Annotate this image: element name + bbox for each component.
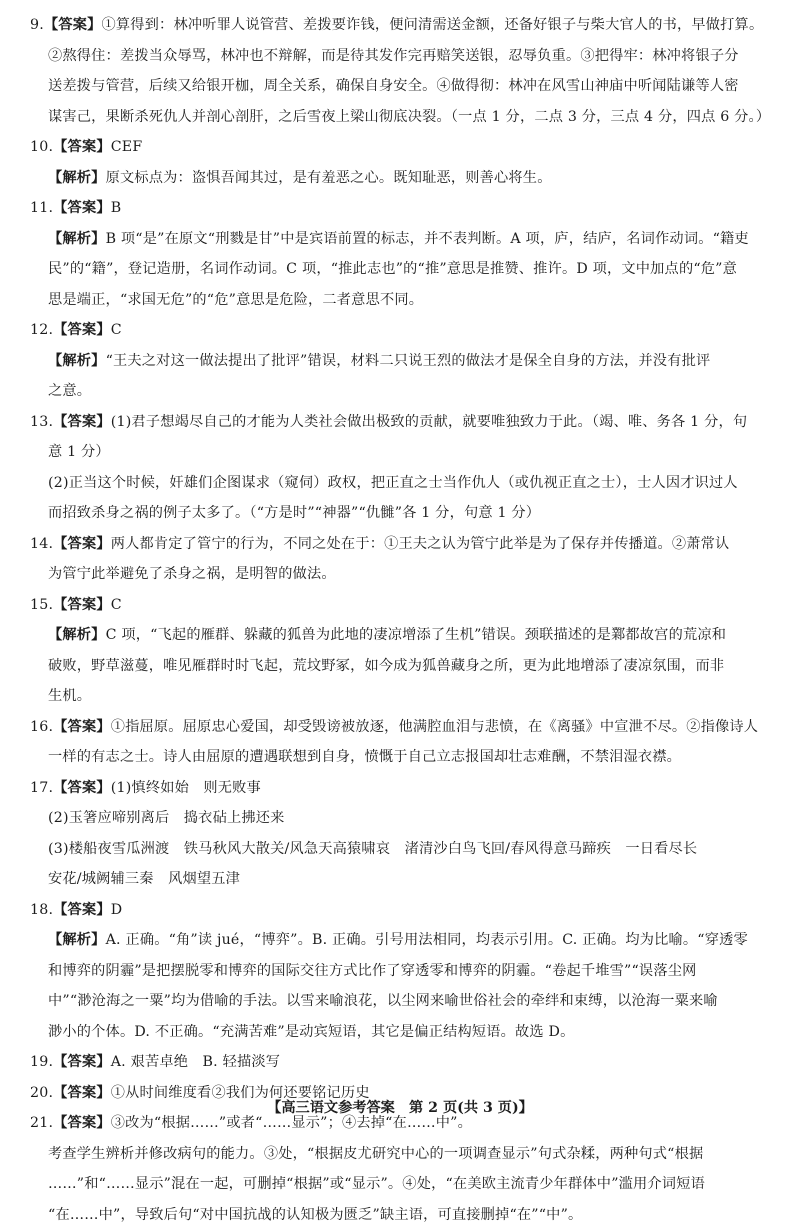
sub-answer-line: (3)楼船夜雪瓜洲渡 铁马秋风大散关/风急天高猿啸哀 渚清沙白鸟飞回/春风得意马蹄疾 一日看尽长 (30, 834, 770, 865)
answer-label: 【答案】 (53, 536, 111, 552)
answer-text: B (111, 200, 122, 216)
answer-line (30, 529, 770, 560)
answer-continuation: ②熬得住：差拨当众辱骂，林冲也不辩解，而是待其发作完再赔笑送银，忍辱负重。③把得牢：林冲将银子分 (30, 41, 770, 72)
analysis-text: “王夫之对这一做法提出了批评”错误，材料二只说王烈的做法才是保全自身的方法，并没有批评 (106, 353, 711, 369)
answer-continuation: 为管宁此举避免了杀身之祸，是明智的做法。 (30, 559, 770, 590)
question-number: 18. (30, 902, 53, 918)
answer-item (30, 1108, 770, 1230)
answer-line (30, 315, 770, 346)
answer-text: A. 艰苦卓绝 B. 轻描淡写 (111, 1054, 280, 1070)
sub-answer-line: 而招致杀身之祸的例子太多了。（“方是时”“神器”“仇雠”各 1 分，句意 1 分） (30, 498, 770, 529)
analysis-label: 【解析】 (48, 170, 106, 186)
answer-text: D (111, 902, 123, 918)
answer-label: 【答案】 (53, 1085, 111, 1101)
analysis-continuation: 民”的“籍”，登记造册，名词作动词。C 项，“推此志也”的“推”意思是推赞、推许。D 项，文中加点的“危”意 (30, 254, 770, 285)
analysis-text: 原文标点为：盗惧吾闻其过，是有羞恶之心。既知耻恶，则善心将生。 (106, 170, 552, 186)
analysis-line (30, 925, 770, 956)
answer-continuation: 意 1 分） (30, 437, 770, 468)
question-number: 19. (30, 1054, 53, 1070)
sub-answer-line: 安花/城阙辅三秦 风烟望五津 (30, 864, 770, 895)
analysis-label: 【解析】 (48, 627, 106, 643)
sub-answer-line: “在……中”，导致后句“对中国抗战的认知极为匮乏”缺主语，可直接删掉“在”“中”。 (30, 1200, 770, 1230)
answer-text: ①指屈原。屈原忠心爱国，却受毁谤被放逐，他满腔血泪与悲愤，在《离骚》中宣泄不尽。②指像诗人 (111, 719, 758, 735)
answer-label: 【答案】 (53, 414, 111, 430)
answer-line (30, 895, 770, 926)
analysis-line (30, 163, 770, 194)
answer-label: 【答案】 (53, 780, 111, 796)
analysis-line (30, 346, 770, 377)
analysis-label: 【解析】 (48, 353, 106, 369)
answer-label: 【答案】 (53, 1115, 111, 1131)
question-number: 15. (30, 597, 53, 613)
answer-label: 【答案】 (44, 17, 102, 33)
answer-item (30, 1047, 770, 1078)
question-number: 21. (30, 1115, 53, 1131)
answer-label: 【答案】 (53, 322, 111, 338)
analysis-continuation: 中”“渺沧海之一粟”均为借喻的手法。以雪来喻浪花，以尘网来喻世俗社会的牵绊和束缚，以沧海一粟来喻 (30, 986, 770, 1017)
answer-label: 【答案】 (53, 719, 111, 735)
question-number: 11. (30, 200, 53, 216)
answer-item (30, 895, 770, 1048)
analysis-continuation: 生机。 (30, 681, 770, 712)
answer-line (30, 712, 770, 743)
answer-text: 两人都肯定了管宁的行为，不同之处在于：①王夫之认为管宁此举是为了保存并传播道。②萧常认 (111, 536, 730, 552)
answer-label: 【答案】 (53, 1054, 111, 1070)
answer-continuation: 谋害己，果断杀死仇人并剖心剖肝，之后雪夜上梁山彻底决裂。（一点 1 分，二点 3 分，三点 4 分，四点 6 分。） (30, 102, 770, 133)
answer-line (30, 773, 770, 804)
analysis-continuation: 之意。 (30, 376, 770, 407)
question-number: 20. (30, 1085, 53, 1101)
answer-text: C (111, 597, 122, 613)
answer-line (30, 590, 770, 621)
answer-line (30, 10, 770, 41)
answer-item (30, 773, 770, 895)
answer-continuation: 送差拨与管营，后续又给银开枷，周全关系，确保自身安全。④做得彻：林冲在风雪山神庙中听闻陆谦等人密 (30, 71, 770, 102)
answer-line (30, 407, 770, 438)
answer-text: CEF (111, 139, 143, 155)
answer-item (30, 590, 770, 712)
analysis-continuation: 破败，野草滋蔓，唯见雁群时时飞起，荒坟野冢，如今成为狐兽藏身之所，更为此地增添了凄凉氛围，而非 (30, 651, 770, 682)
answer-item (30, 10, 770, 132)
answer-item (30, 407, 770, 529)
question-number: 9. (30, 17, 44, 33)
question-number: 17. (30, 780, 53, 796)
sub-answer-line: (2)玉箸应啼别离后 捣衣砧上拂还来 (30, 803, 770, 834)
answer-item (30, 132, 770, 193)
answer-text: ①算得到：林冲听罪人说管营、差拨要诈钱，便问清需送金额，还备好银子与柴大官人的书，早做打算。 (102, 17, 764, 33)
answer-text: ①从时间维度看②我们为何还要铭记历史 (111, 1085, 370, 1101)
question-number: 10. (30, 139, 53, 155)
answer-text: (1)君子想竭尽自己的才能为人类社会做出极致的贡献，就要唯独致力于此。（竭、唯、务各 1 分，句 (111, 414, 748, 430)
answer-item (30, 193, 770, 315)
answer-line (30, 1047, 770, 1078)
question-number: 12. (30, 322, 53, 338)
answer-text: C (111, 322, 122, 338)
answer-item (30, 315, 770, 407)
analysis-line (30, 620, 770, 651)
page-footer: 【高三语文参考答案 第 2 页(共 3 页)】 (0, 1097, 800, 1117)
sub-answer-line: (2)正当这个时候，奸雄们企图谋求（窥伺）政权，把正直之士当作仇人（或仇视正直之士），士人因才识过人 (30, 468, 770, 499)
answer-item (30, 529, 770, 590)
answer-label: 【答案】 (53, 139, 111, 155)
analysis-text: A. 正确。“角”读 jué，“博弈”。B. 正确。引号用法相同，均表示引用。C. 正确。均为比喻。“穿透零 (106, 932, 748, 948)
answer-continuation: 一样的有志之士。诗人由屈原的遭遇联想到自身，愤慨于自己立志报国却壮志难酬，不禁泪湿衣襟。 (30, 742, 770, 773)
question-number: 13. (30, 414, 53, 430)
sub-answer-line: ……”和“……显示”混在一起，可删掉“根据”或“显示”。④处，“在美欧主流青少年群体中”滥用介词短语 (30, 1169, 770, 1200)
analysis-continuation: 渺小的个体。D. 不正确。“充满苦难”是动宾短语，其它是偏正结构短语。故选 D。 (30, 1017, 770, 1048)
question-number: 16. (30, 719, 53, 735)
answer-text: ③改为“根据……”或者“……显示”；④去掉“在……中”。 (111, 1115, 472, 1131)
sub-answer-line: 考查学生辨析并修改病句的能力。③处，“根据皮尤研究中心的一项调查显示”句式杂糅，两种句式“根据 (30, 1139, 770, 1170)
question-number: 14. (30, 536, 53, 552)
answer-text: (1)慎终如始 则无败事 (111, 780, 261, 796)
answer-line (30, 193, 770, 224)
analysis-continuation: 和博弈的阴霾”是把摆脱零和博弈的国际交往方式比作了穿透零和博弈的阴霾。“卷起千堆雪”“误落尘网 (30, 956, 770, 987)
answer-line (30, 132, 770, 163)
analysis-text: C 项，“飞起的雁群、躲藏的狐兽为此地的凄凉增添了生机”错误。颈联描述的是鄴都故宫的荒凉和 (106, 627, 727, 643)
analysis-text: B 项“是”在原文“刑戮是甘”中是宾语前置的标志，并不表判断。A 项，庐，结庐，名词作动词。“籍吏 (106, 231, 749, 247)
answer-label: 【答案】 (53, 902, 111, 918)
answer-item (30, 712, 770, 773)
answer-label: 【答案】 (53, 200, 111, 216)
analysis-label: 【解析】 (48, 231, 106, 247)
analysis-continuation: 思是端正，“求国无危”的“危”意思是危险，二者意思不同。 (30, 285, 770, 316)
analysis-label: 【解析】 (48, 932, 106, 948)
answer-label: 【答案】 (53, 597, 111, 613)
analysis-line (30, 224, 770, 255)
